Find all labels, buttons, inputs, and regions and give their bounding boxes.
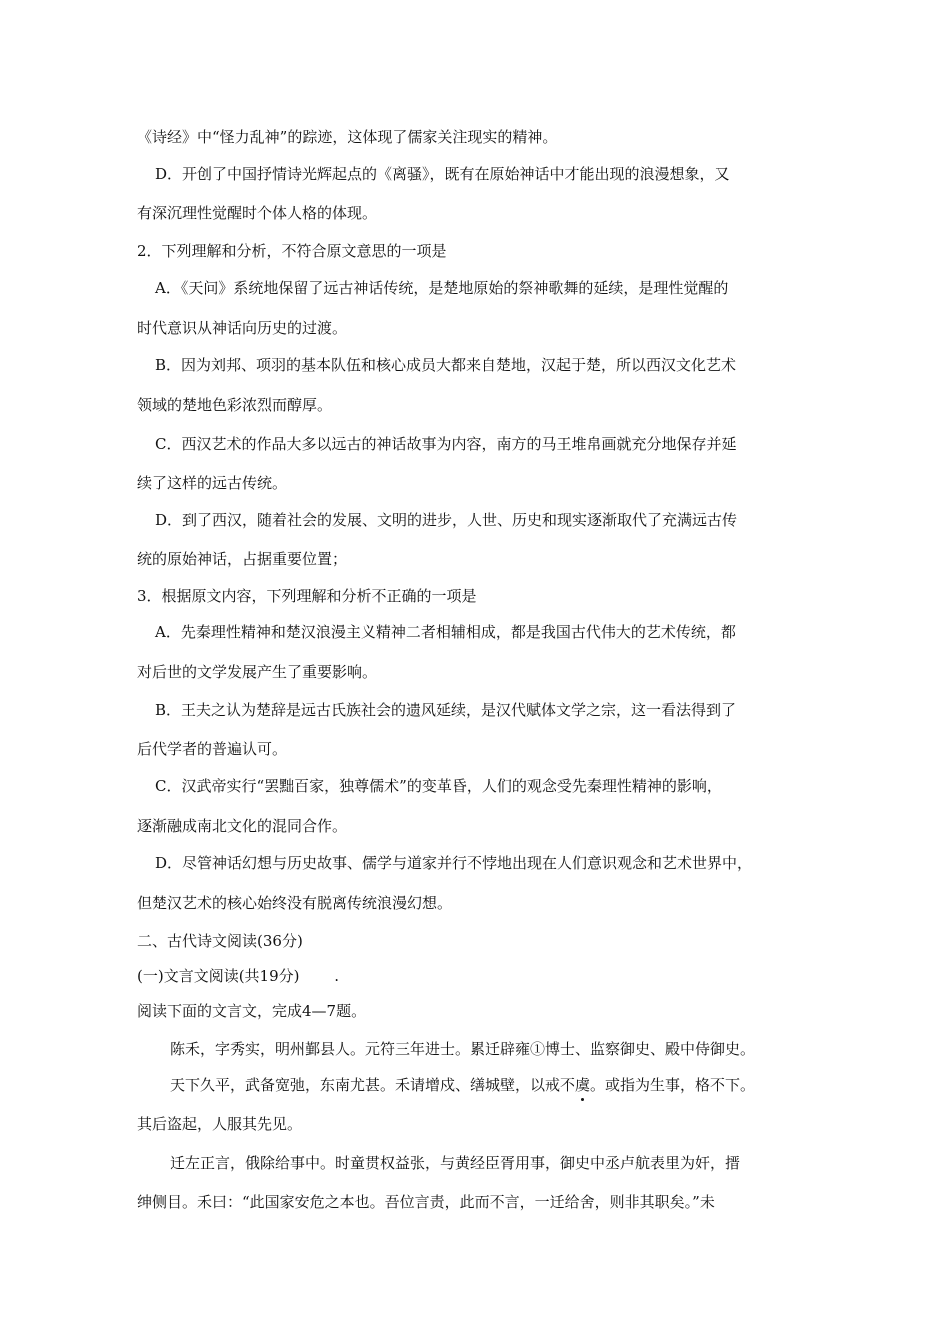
subsection-heading: (一)文言文阅读(共19分) . (137, 967, 340, 985)
option-c-q3: C．汉武帝实行“罢黜百家，独尊儒术”的变革昏，人们的观念受先秦理性精神的影响， (155, 777, 722, 795)
text-line: 其后盗起，人服其先见。 (137, 1115, 303, 1133)
passage-paragraph-1: 陈禾，字秀实，明州鄞县人。元符三年进士。累迁辟雍①博士、监察御史、殿中侍御史。 (170, 1040, 756, 1058)
text-line: 但楚汉艺术的核心始终没有脱离传统浪漫幻想。 (137, 894, 453, 912)
text-line: 《诗经》中“怪力乱神”的踪迹，这体现了儒家关注现实的精神。 (137, 128, 558, 146)
text-line: 绅侧目。禾曰：“此国家安危之本也。吾位言责，此而不言，一迁给舍，则非其职矣。”未 (137, 1193, 715, 1211)
question-2: 2．下列理解和分析，不符合原文意思的一项是 (137, 242, 447, 260)
option-d-q1: D．开创了中国抒情诗光辉起点的《离骚》，既有在原始神话中才能出现的浪漫想象，又 (155, 165, 730, 183)
section-heading: 二、古代诗文阅读(36分) (137, 932, 303, 950)
option-d-q3: D．尽管神话幻想与历史故事、儒学与道家并行不悖地出现在人们意识观念和艺术世界中， (155, 854, 753, 872)
emphasis-dotted-char: 虞 (575, 1076, 591, 1094)
text-line: 领域的楚地色彩浓烈而醇厚。 (137, 396, 333, 414)
text-line: 统的原始神话，占据重要位置； (137, 550, 348, 568)
instruction-line: 阅读下面的文言文，完成4—7题。 (137, 1002, 367, 1020)
text-line: 有深沉理性觉醒时个体人格的体现。 (137, 204, 378, 222)
text-run: 天下久平，武备宽弛，东南尤甚。禾请增戍、缮城壁，以戒不 (170, 1076, 576, 1094)
option-a-q2: A．《天问》系统地保留了远古神话传统，是楚地原始的祭神歌舞的延续，是理性觉醒的 (155, 279, 729, 297)
option-b-q3: B．王夫之认为楚辞是远古氏族社会的遗风延续，是汉代赋体文学之宗，这一看法得到了 (155, 701, 737, 719)
text-line: 时代意识从神话向历史的过渡。 (137, 319, 348, 337)
text-line: 续了这样的远古传统。 (137, 474, 288, 492)
option-a-q3: A．先秦理性精神和楚汉浪漫主义精神二者相辅相成，都是我国古代伟大的艺术传统，都 (155, 623, 736, 641)
text-line: 对后世的文学发展产生了重要影响。 (137, 663, 378, 681)
text-line: 后代学者的普遍认可。 (137, 740, 288, 758)
text-run: 。或指为生事，格不下。 (590, 1076, 756, 1094)
option-b-q2: B．因为刘邦、项羽的基本队伍和核心成员大都来自楚地，汉起于楚，所以西汉文化艺术 (155, 356, 737, 374)
passage-paragraph-3: 迁左正言，俄除给事中。时童贯权益张，与黄经臣胥用事，御史中丞卢航表里为奸，搢 (170, 1154, 741, 1172)
passage-paragraph-2 (170, 1075, 755, 1095)
question-3: 3．根据原文内容，下列理解和分析不正确的一项是 (137, 587, 477, 605)
option-d-q2: D．到了西汉，随着社会的发展、文明的进步，人世、历史和现实逐渐取代了充满远古传 (155, 511, 738, 529)
text-line: 逐渐融成南北文化的混同合作。 (137, 817, 348, 835)
option-c-q2: C．西汉艺术的作品大多以远古的神话故事为内容，南方的马王堆帛画就充分地保存并延 (155, 435, 737, 453)
